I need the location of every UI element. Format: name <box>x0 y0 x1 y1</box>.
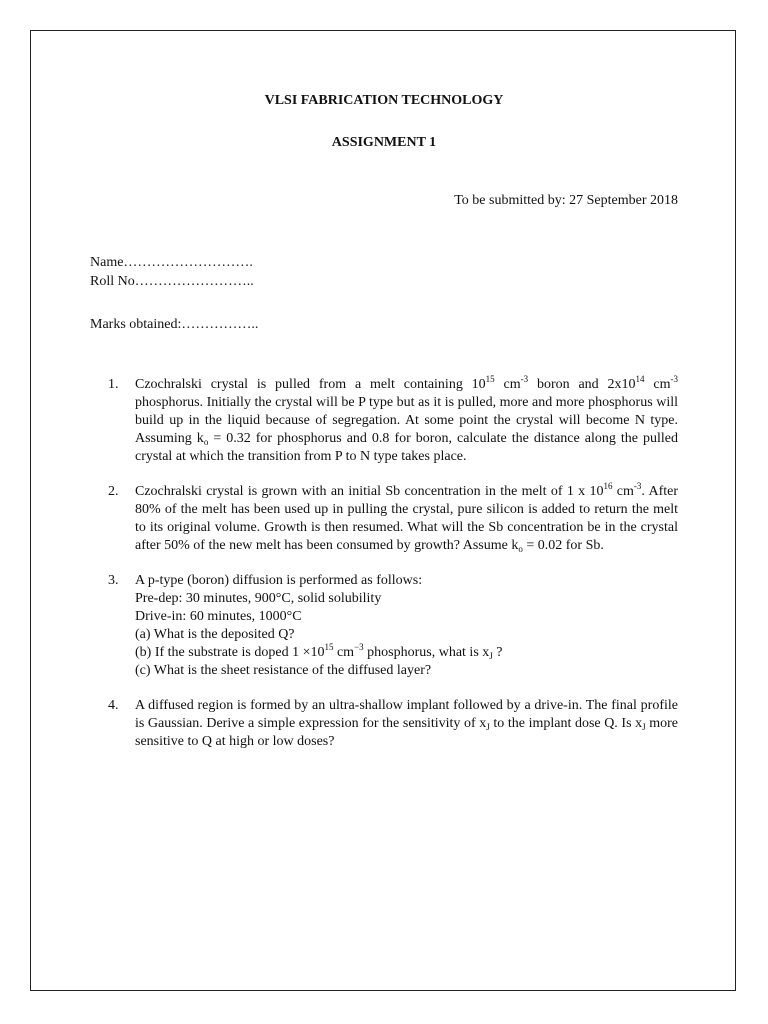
question-text <box>135 572 678 680</box>
superscript: -3 <box>520 374 529 384</box>
question-4 <box>108 697 678 751</box>
text-run: (b) If the substrate is doped 1 ×10 <box>135 645 325 660</box>
superscript: -3 <box>670 374 678 384</box>
question-list <box>108 376 678 768</box>
question-number: 1. <box>108 377 119 392</box>
superscript: 15 <box>485 374 495 384</box>
text-run: ? <box>492 645 503 660</box>
text-run: cm <box>644 377 671 392</box>
subscript: J <box>642 722 646 732</box>
text-run: phosphorus, what is x <box>363 645 490 660</box>
name-field: Name………………………. <box>90 255 253 270</box>
subscript: o <box>518 544 523 554</box>
text-run: = 0.02 for Sb. <box>522 538 604 553</box>
superscript: 15 <box>324 642 334 652</box>
submission-date: To be submitted by: 27 September 2018 <box>454 193 678 208</box>
text-run: cm <box>612 484 634 499</box>
subscript: J <box>489 651 493 661</box>
text-run: phosphorus. Initially the crystal will be P type but as it is pulled, more and more phosphorus will build up in the liquid because of segregation. At some point the crystal will become N type. Assuming k <box>135 395 678 446</box>
document-title: VLSI FABRICATION TECHNOLOGY <box>264 93 504 108</box>
question-line <box>135 644 678 662</box>
question-3 <box>108 572 678 680</box>
superscript: −3 <box>354 642 364 652</box>
question-1 <box>108 376 678 466</box>
question-text <box>135 376 678 466</box>
question-2 <box>108 483 678 555</box>
question-line: Drive-in: 60 minutes, 1000°C <box>135 609 302 624</box>
superscript: 16 <box>603 481 613 491</box>
question-line: A p-type (boron) diffusion is performed as follows: <box>135 573 423 588</box>
text-run: A diffused region is formed by an ultra-shallow implant followed by a drive-in. The final profile is Gaussian. Derive a simple expression for the sensitivity of x <box>135 698 678 731</box>
text-run: Czochralski crystal is grown with an initial Sb concentration in the melt of 1 x 10 <box>135 484 604 499</box>
text-run: . After 80% of the melt has been used up in pulling the crystal, pure silicon is added to return the melt to its original volume. Growth is then resumed. What will the Sb concentration be in the crystal after 50% of the new melt has been consumed by growth? Assume k <box>135 484 678 553</box>
superscript: -3 <box>633 481 642 491</box>
text-run: boron and 2x10 <box>528 377 636 392</box>
question-number: 2. <box>108 484 119 499</box>
question-line: (c) What is the sheet resistance of the diffused layer? <box>135 663 432 678</box>
superscript: 14 <box>635 374 645 384</box>
roll-number-field: Roll No…………………….. <box>90 274 254 289</box>
text-run: to the implant dose Q. Is x <box>489 716 643 731</box>
subscript: o <box>203 437 209 447</box>
text-run: cm <box>333 645 355 660</box>
question-number: 3. <box>108 573 119 588</box>
question-line: Pre-dep: 30 minutes, 900°C, solid solubility <box>135 591 382 606</box>
question-text <box>135 697 678 751</box>
question-text <box>135 483 678 555</box>
text-run: more sensitive to Q at high or low doses? <box>135 716 679 749</box>
marks-obtained-field: Marks obtained:…………….. <box>90 317 259 332</box>
question-line: (a) What is the deposited Q? <box>135 627 295 642</box>
text-run: Czochralski crystal is pulled from a melt containing 10 <box>135 377 486 392</box>
text-run: cm <box>494 377 521 392</box>
assignment-heading: ASSIGNMENT 1 <box>331 135 437 150</box>
question-number: 4. <box>108 698 119 713</box>
text-run: = 0.32 for phosphorus and 0.8 for boron, calculate the distance along the pulled crystal at which the transition from P to N type takes place. <box>135 431 678 464</box>
subscript: J <box>486 722 490 732</box>
